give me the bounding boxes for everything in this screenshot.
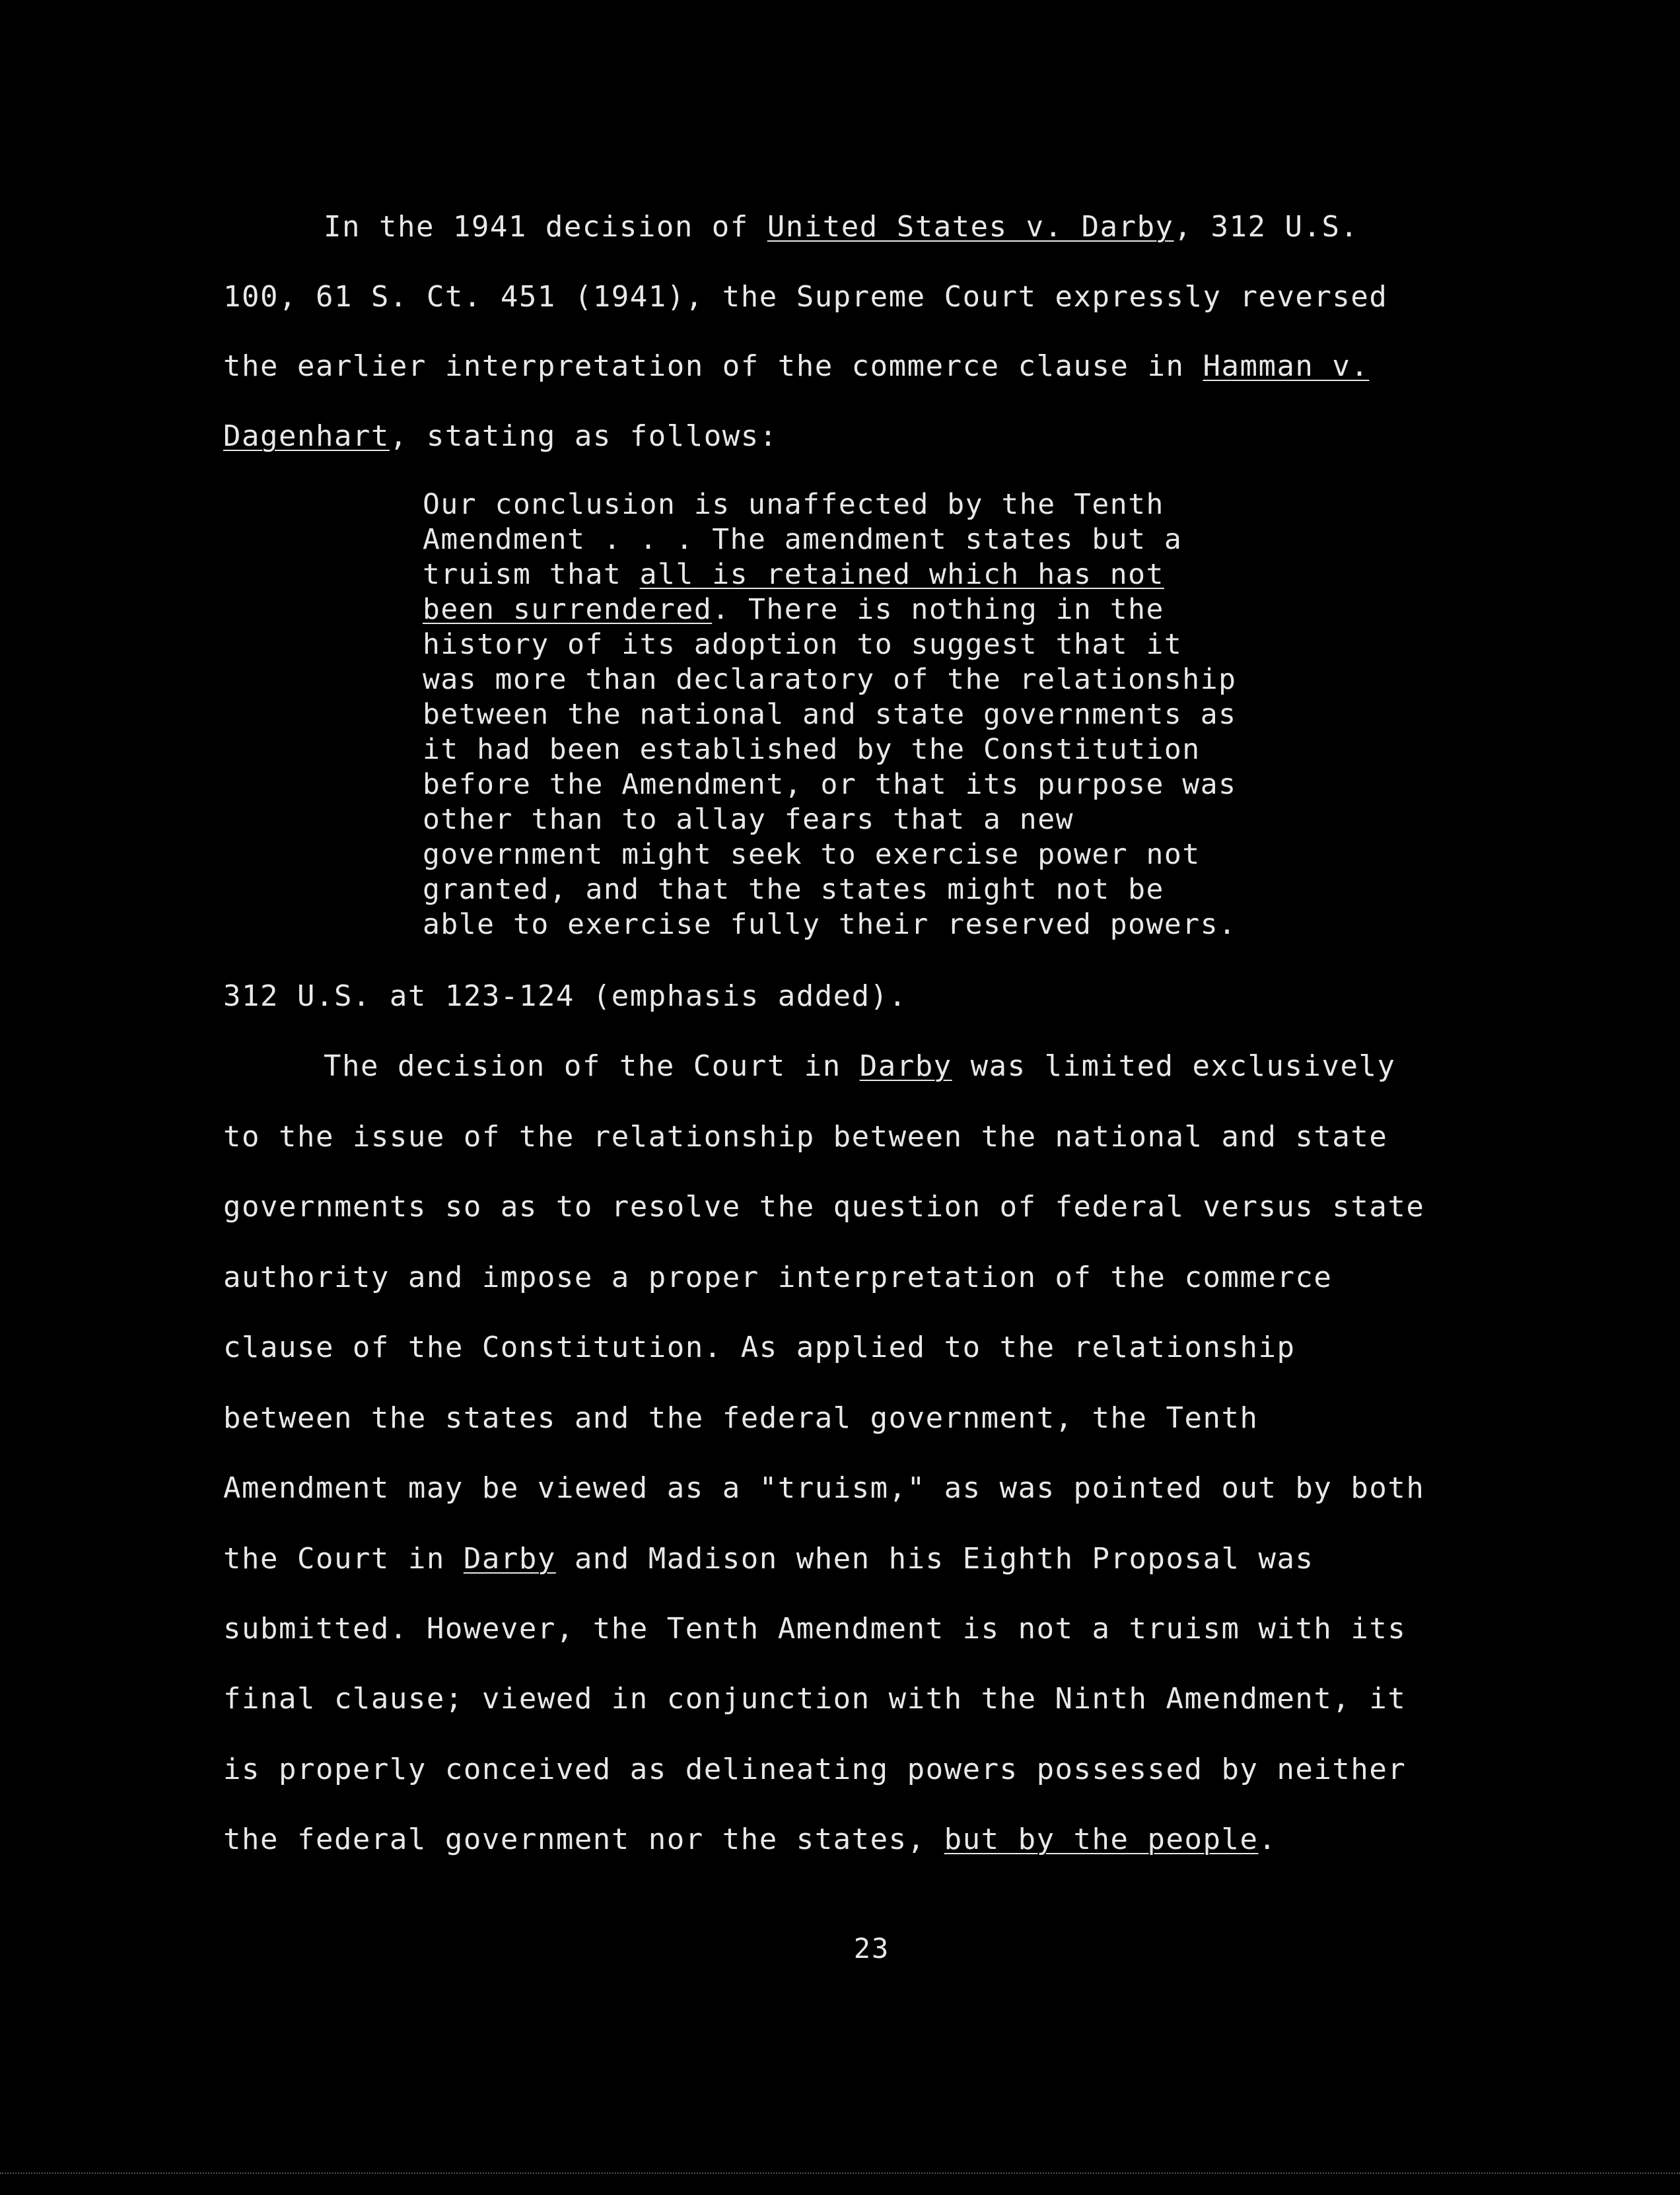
paragraph-1-line-4 [223,417,778,456]
quote-line-8: it had been established by the Constitution [423,733,1201,766]
text-run: truism that [423,558,640,591]
paragraph-1-line-3 [223,347,1369,386]
quote-line-7: between the national and state governments as [423,698,1237,731]
text-run: The decision of the Court in [324,1049,860,1083]
quote-line-1: Our conclusion is unaffected by the Tenth [423,488,1164,521]
paragraph-2-line-7: Amendment may be viewed as a "truism," as was pointed out by both [223,1471,1425,1505]
quote-line-3 [423,557,1164,592]
paragraph-1-line-1 [324,207,1358,247]
text-run: the earlier interpretation of the commerce clause in [223,349,1203,383]
quote-line-13: able to exercise fully their reserved powers. [423,908,1237,941]
case-name: Dagenhart [223,419,390,453]
text-run: and Madison when his Eighth Proposal was [555,1542,1314,1576]
emphasis-underline: been surrendered [423,593,713,626]
text-run: . [1258,1823,1277,1856]
case-name: United States v. Darby [767,210,1174,244]
paragraph-2-line-4: authority and impose a proper interpretation of the commerce [223,1261,1333,1294]
citation: 312 U.S. at 123-124 (emphasis added). [223,979,907,1013]
text-run: the Court in [223,1542,464,1576]
quote-line-2: Amendment . . . The amendment states but a [423,523,1183,556]
paragraph-2-line-6: between the states and the federal government, the Tenth [223,1401,1259,1435]
scan-edge-divider [0,2173,1680,2174]
paragraph-1-line-2: 100, 61 S. Ct. 451 (1941), the Supreme Court expressly reversed [223,280,1388,314]
quote-line-10: other than to allay fears that a new [423,803,1074,836]
quote-line-4 [423,592,1164,627]
case-name: Darby [463,1542,556,1576]
paragraph-2-line-5: clause of the Constitution. As applied to the relationship [223,1331,1296,1364]
paragraph-2-line-1 [324,1047,1395,1086]
quote-line-11: government might seek to exercise power not [423,838,1201,871]
case-name: Darby [859,1049,952,1083]
paragraph-2-line-10: final clause; viewed in conjunction with the Ninth Amendment, it [223,1682,1407,1716]
quote-line-5: history of its adoption to suggest that it [423,628,1183,661]
emphasis-underline: all is retained which has not [639,558,1164,591]
quote-line-6: was more than declaratory of the relationship [423,663,1237,696]
paragraph-2-line-3: governments so as to resolve the question of federal versus state [223,1190,1425,1224]
text-run: was limited exclusively [952,1049,1396,1083]
paragraph-2-line-2: to the issue of the relationship between the national and state [223,1120,1388,1154]
paragraph-2-line-12 [223,1820,1277,1860]
case-name: Hamman v. [1203,349,1370,383]
emphasis-underline: but by the people [944,1823,1259,1856]
paragraph-2-line-8 [223,1539,1313,1579]
quote-line-12: granted, and that the states might not be [423,873,1164,906]
paragraph-2-line-9: submitted. However, the Tenth Amendment is not a truism with its [223,1612,1407,1646]
paragraph-2-line-11: is properly conceived as delineating powers possessed by neither [223,1753,1407,1786]
text-run: , stating as follows: [389,419,778,453]
text-run: , 312 U.S. [1173,210,1359,244]
quote-line-9: before the Amendment, or that its purpose was [423,768,1237,801]
text-run: . There is nothing in the [712,593,1164,626]
text-run: the federal government nor the states, [223,1823,944,1856]
text-run: In the 1941 decision of [324,210,767,244]
page-number: 23 [853,1932,890,1965]
